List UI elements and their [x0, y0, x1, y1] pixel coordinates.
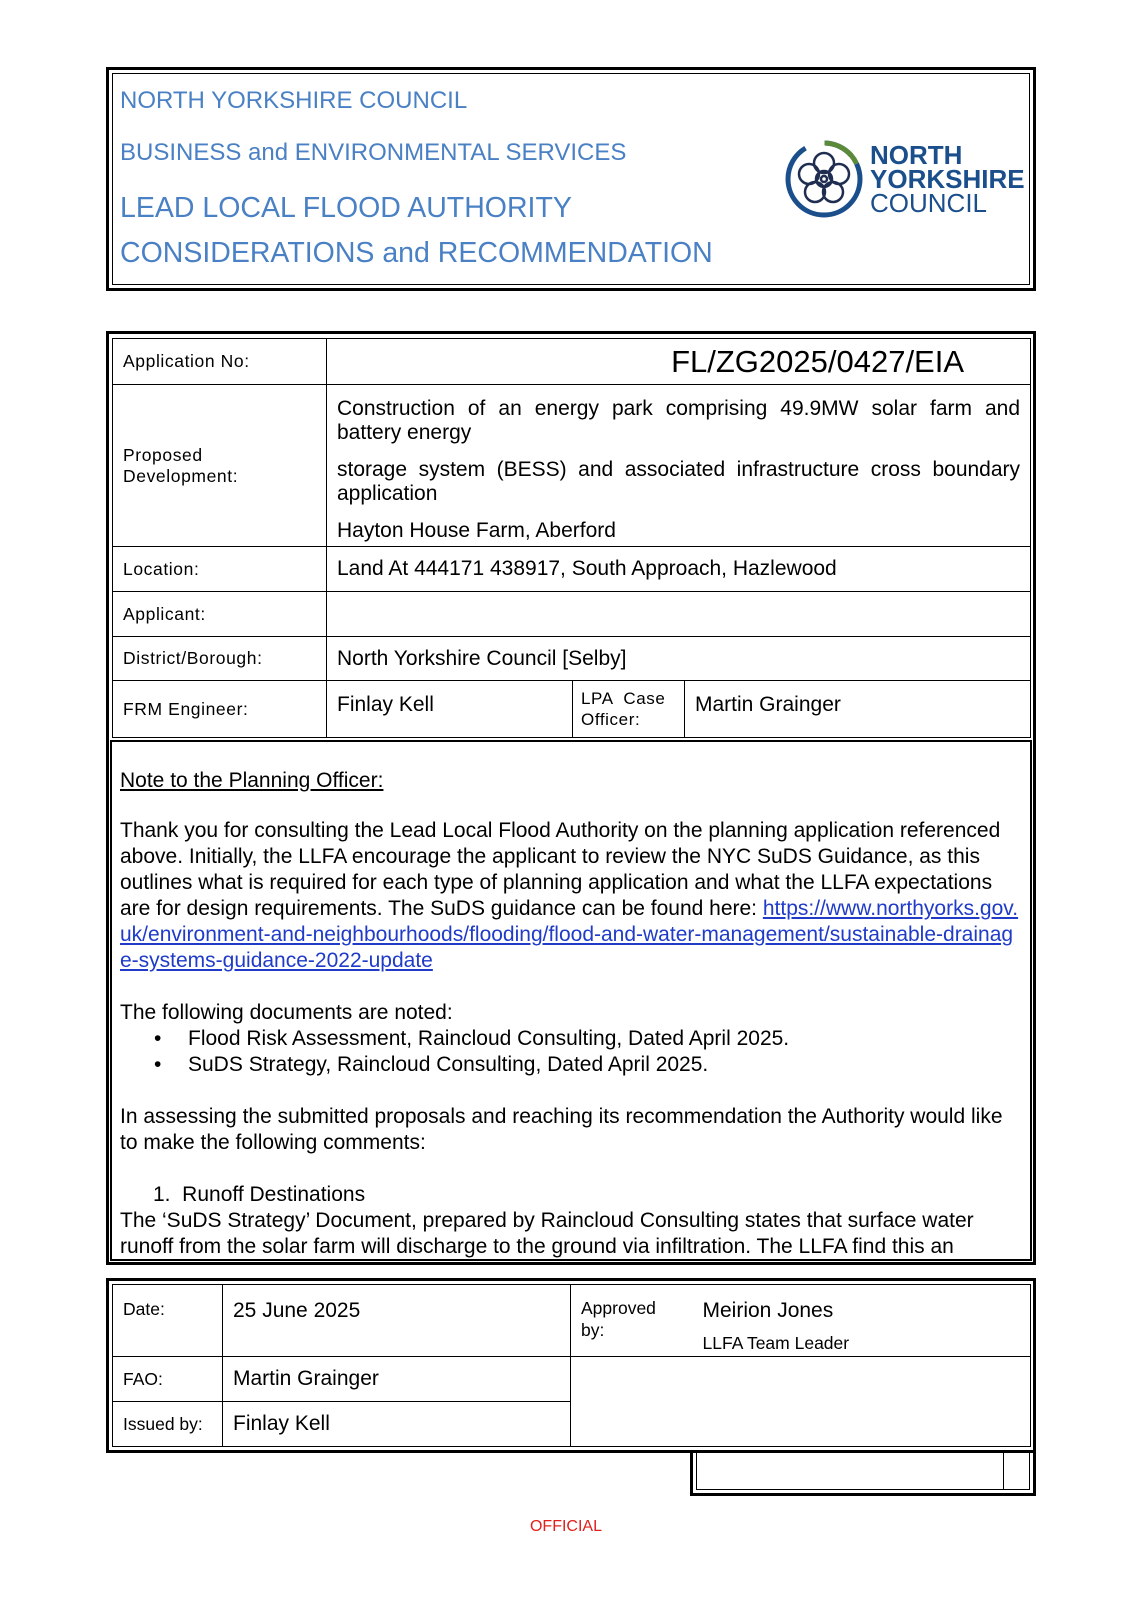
lpa-label-line1: LPA Case: [581, 689, 666, 708]
department-name: BUSINESS and ENVIRONMENTAL SERVICES: [120, 139, 627, 166]
application-table: [112, 338, 1031, 738]
suds-guidance-link[interactable]: https://www.northyorks.gov.uk/environment-and-neighbourhoods/flooding/flood-and-water-management/sustainable-drainage-systems-guidance-2022-update: [120, 897, 1019, 972]
footer-table: [112, 1284, 1031, 1447]
location-label: Location:: [113, 547, 327, 592]
council-logo: [782, 134, 1027, 224]
document-item: • SuDS Strategy, Raincloud Consulting, Dated April 2025.: [120, 1052, 1022, 1078]
lpa-case-officer-label: [573, 681, 685, 738]
date-value: 25 June 2025: [223, 1285, 571, 1357]
dev-label-line1: Proposed: [123, 444, 203, 465]
comment-paragraph-1: The ‘SuDS Strategy’ Document, prepared by Raincloud Consulting states that surface water runoff from the solar farm will discharge to the ground via infiltration. The LLFA find this an: [120, 1209, 974, 1258]
note-intro-paragraph: [120, 818, 1022, 974]
official-classification: OFFICIAL: [529, 1518, 602, 1535]
frm-engineer-value: Finlay Kell: [327, 681, 573, 738]
row-location: [113, 547, 1031, 592]
note-intro-text: Thank you for consulting the Lead Local Flood Authority on the planning application referenced above. Initially, the LLFA encourage the applicant to review the NYC SuDS Guidance, as this outlines what is required for each type of planning application and what the LLFA expectations are for design requirements. The SuDS guidance can be found here:: [120, 819, 1001, 920]
approved-label-line1: Approved: [581, 1298, 656, 1318]
approved-by-value: [693, 1285, 1031, 1357]
dev-label-line2: Development:: [123, 465, 239, 486]
row-date: [113, 1285, 1031, 1357]
proposed-development-label: [113, 385, 327, 547]
authority-name: LEAD LOCAL FLOOD AUTHORITY: [120, 192, 572, 224]
row-application-no: [113, 339, 1031, 385]
approver-name: Meirion Jones: [702, 1299, 834, 1322]
fao-value: Martin Grainger: [223, 1357, 571, 1402]
approved-label-line2: by:: [581, 1320, 605, 1340]
lpa-label-line2: Officer:: [581, 710, 641, 729]
assessment-paragraph: In assessing the submitted proposals and reaching its recommendation the Authority would like to make the following comments:: [120, 1105, 1003, 1154]
proposed-development-value: [327, 385, 1031, 547]
frm-engineer-label: FRM Engineer:: [113, 681, 327, 738]
lpa-case-officer-value: Martin Grainger: [685, 681, 1031, 738]
issued-by-value: Finlay Kell: [223, 1402, 571, 1447]
district-value: North Yorkshire Council [Selby]: [327, 637, 1031, 681]
issued-by-label: Issued by:: [113, 1402, 223, 1447]
approved-by-label: [571, 1285, 693, 1357]
applicant-label: Applicant:: [113, 592, 327, 637]
dev-description-2: storage system (BESS) and associated infrastructure cross boundary application: [337, 458, 1021, 505]
council-name: NORTH YORKSHIRE COUNCIL: [120, 87, 468, 114]
document-type: CONSIDERATIONS and RECOMMENDATION: [120, 237, 713, 269]
logo-text-north: NORTH: [870, 140, 963, 170]
application-no-label: Application No:: [113, 339, 327, 385]
row-proposed-development: [113, 385, 1031, 547]
logo-text-yorkshire: YORKSHIRE: [870, 164, 1025, 194]
row-district: [113, 637, 1031, 681]
documents-list: [120, 1026, 1022, 1078]
application-no-value: FL/ZG2025/0427/EIA: [327, 339, 1031, 385]
dev-site-name: Hayton House Farm, Aberford: [337, 519, 616, 542]
district-label: District/Borough:: [113, 637, 327, 681]
footer-blank-cell: [571, 1357, 1031, 1447]
dev-description-1: Construction of an energy park comprising 49.9MW solar farm and battery energy: [337, 397, 1021, 444]
row-fao: [113, 1357, 1031, 1402]
location-value: Land At 444171 438917, South Approach, Hazlewood: [327, 547, 1031, 592]
note-content: [120, 768, 1022, 1260]
fao-label: FAO:: [113, 1357, 223, 1402]
applicant-value: [327, 592, 1031, 637]
footer-tail-divider: [1003, 1452, 1004, 1490]
row-applicant: [113, 592, 1031, 637]
documents-intro: The following documents are noted:: [120, 1001, 453, 1024]
comment-heading-1: 1. Runoff Destinations: [153, 1183, 366, 1206]
footer-tail-inner: [696, 1450, 1030, 1490]
document-item: • Flood Risk Assessment, Raincloud Consulting, Dated April 2025.: [120, 1026, 1022, 1052]
row-frm-engineer: [113, 681, 1031, 738]
logo-text-council: COUNCIL: [870, 188, 988, 218]
note-heading: Note to the Planning Officer:: [120, 769, 384, 792]
date-label: Date:: [113, 1285, 223, 1357]
rose-icon: [788, 143, 860, 215]
approver-role: LLFA Team Leader: [702, 1333, 850, 1353]
